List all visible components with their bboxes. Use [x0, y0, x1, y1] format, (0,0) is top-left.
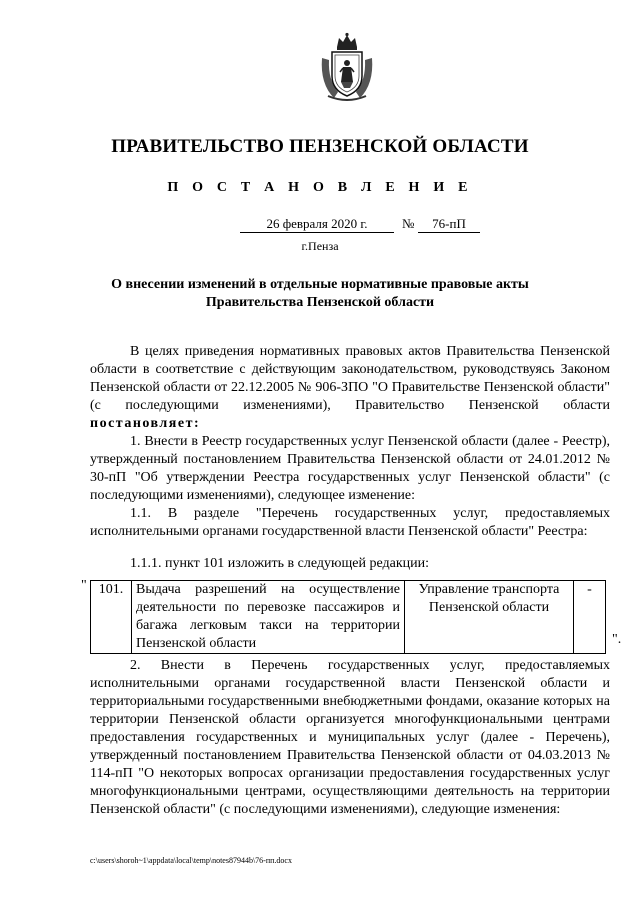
number-sign: № [402, 216, 415, 231]
paragraph-1-1: 1.1. В разделе "Перечень государственных услуг, предоставляемых исполнительными органами государственной власти Пензенской области" Реестра: [90, 506, 610, 539]
table-row [91, 581, 606, 654]
document-number: 76-пП [418, 216, 480, 233]
date-number-line [240, 216, 480, 234]
file-path-footer: c:\users\shoroh~1\appdata\local\temp\notes87944b\76-пп.docx [90, 856, 292, 865]
paragraph-2: 2. Внести в Перечень государственных услуг, предоставляемых исполнительными органами государственной власти Пензенской области и территориальными государственными внебюджетными фондами, оказание которых на территории Пензенской области организуется многофункциональными центрами предоставления государственных и муниципальных услуг (далее - Перечень), утвержденный постановлением Правительства Пензенской области от 04.03.2013 № 114-пП "О некоторых вопросах организации предоставления государственных услуг многофункциональными центрами, осуществляющими деятельность на территории Пензенской области" (с последующими изменениями), следующие изменения: [90, 658, 610, 817]
table-cell-authority: Управление транспорта Пензенской области [405, 581, 574, 654]
document-type-heading: П О С Т А Н О В Л Е Н И Е [167, 180, 473, 195]
document-title-line-2: Правительства Пензенской области [205, 295, 435, 310]
table-cell-service: Выдача разрешений на осуществление деятельности по перевозке пассажиров и багажа легковым такси на территории Пензенской области [132, 581, 405, 654]
coat-of-arms-emblem [318, 32, 376, 102]
document-title-line-1: О внесении изменений в отдельные нормативные правовые акты [111, 277, 529, 292]
table-cell-extra: - [574, 581, 606, 654]
document-date: 26 февраля 2020 г. [240, 216, 394, 233]
intro-text: В целях приведения нормативных правовых актов Правительства Пензенской области в соответствие с действующим законодательством, руководствуясь Законом Пензенской области от 22.12.2005 № 906-ЗПО "О Правительстве Пензенской области" (с последующими изменениями), Правительство Пензенской области [90, 344, 610, 413]
intro-paragraph [90, 343, 610, 433]
paragraph-1: 1. Внести в Реестр государственных услуг Пензенской области (далее - Реестр), утвержденный постановлением Правительства Пензенской области от 24.01.2012 № 30-пП "Об утверждении Реестра государственных услуг Пензенской области" (с последующими изменениями), следующее изменение: [90, 434, 610, 503]
government-name-heading: ПРАВИТЕЛЬСТВО ПЕНЗЕНСКОЙ ОБЛАСТИ [111, 136, 529, 157]
table-cell-number: 101. [91, 581, 132, 654]
table-open-quote: " [81, 578, 87, 593]
city-label: г.Пенза [301, 239, 339, 253]
service-table [90, 580, 606, 654]
table-close-quote: ". [612, 632, 622, 647]
paragraph-1-1-1: 1.1.1. пункт 101 изложить в следующей редакции: [130, 556, 429, 571]
document-title [0, 276, 640, 312]
decree-word: постановляет: [90, 416, 201, 431]
